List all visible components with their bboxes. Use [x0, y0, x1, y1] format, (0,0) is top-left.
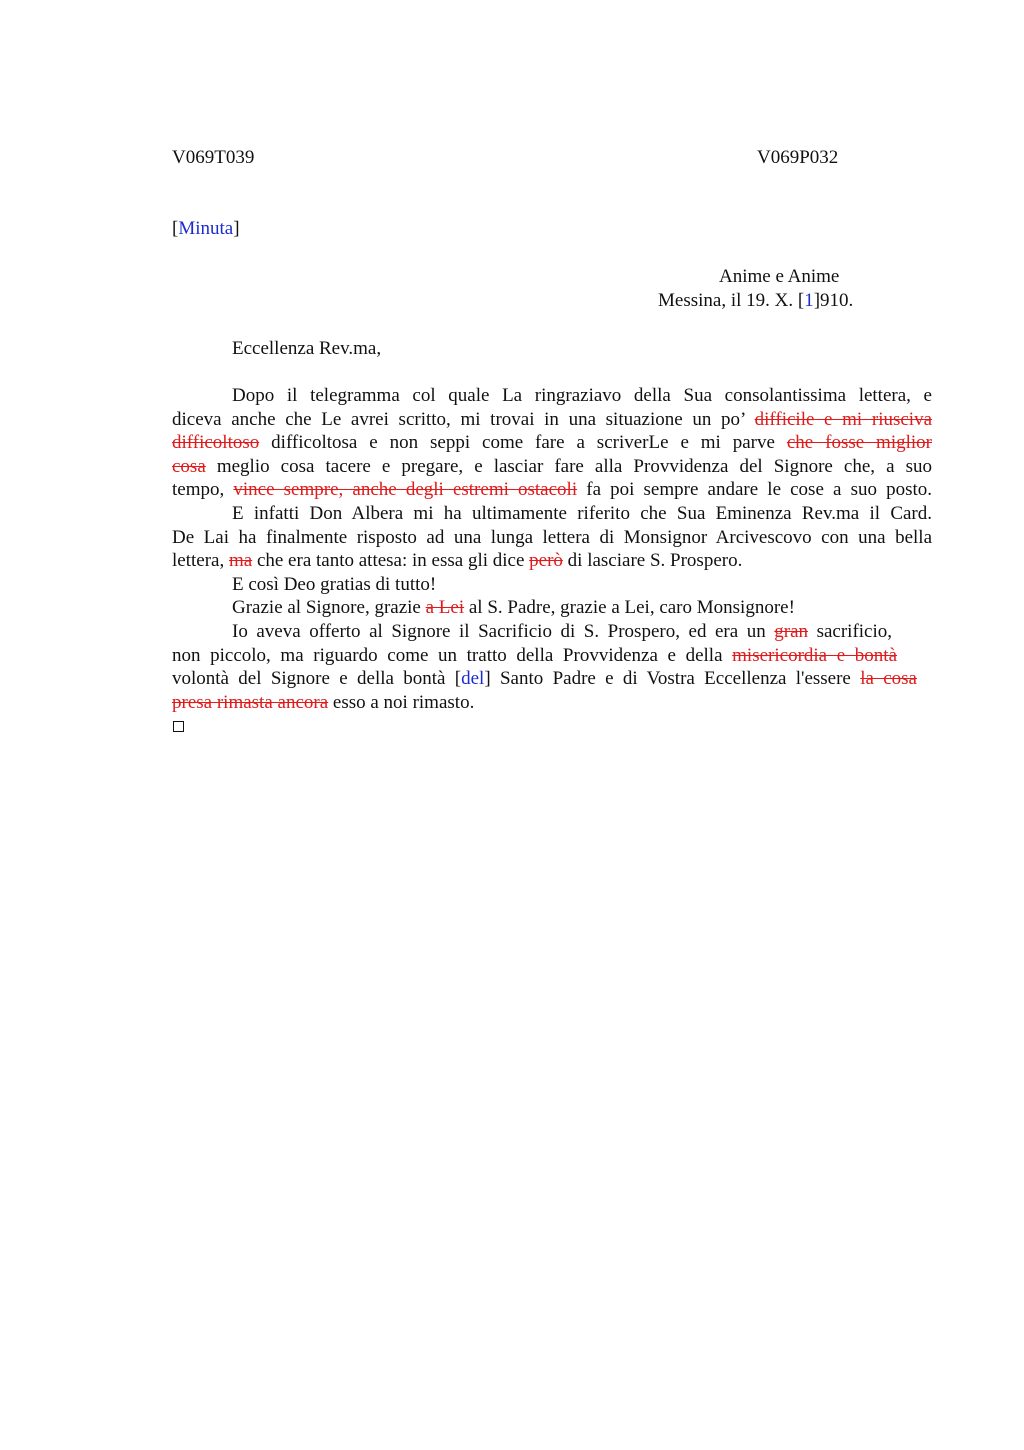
deleted-text: presa rimasta ancora	[172, 691, 329, 713]
letter-body	[172, 384, 932, 714]
body-line: E così Deo gratias di tutto!	[232, 573, 437, 595]
document-code-right: V069P032	[757, 147, 839, 168]
deleted-text: vince sempre, anche degli estremi ostacoli	[233, 479, 578, 501]
deleted-text: ma	[228, 550, 253, 572]
body-line: De Lai ha finalmente risposto ad una lunga lettera di Monsignor Arcivescovo con una bella	[172, 526, 932, 548]
date-line	[658, 290, 853, 312]
body-line: lettera, ma che era tanto attesa: in essa gli dice però di lasciare S. Prospero.	[172, 550, 743, 572]
body-line: Dopo il telegramma col quale La ringraziavo della Sua consolantissima lettera, e	[232, 385, 932, 406]
deleted-text: cosa	[172, 455, 206, 477]
deleted-text: la cosa	[860, 668, 917, 690]
body-line: volontà del Signore e della bontà [del] Santo Padre e di Vostra Eccellenza l'essere la cosa	[172, 668, 917, 690]
date-suffix: ]910.	[813, 290, 854, 311]
deleted-text: però	[529, 550, 563, 572]
deleted-text: difficoltoso	[172, 432, 260, 454]
salutation: Eccellenza Rev.ma,	[232, 338, 382, 359]
inserted-text: del	[461, 668, 485, 690]
body-line: E infatti Don Albera mi ha ultimamente riferito che Sua Eminenza Rev.ma il Card.	[232, 502, 932, 524]
body-line: cosa meglio cosa tacere e pregare, e lasciar fare alla Provvidenza del Signore che, a suo	[172, 455, 933, 477]
deleted-text: a Lei	[425, 597, 465, 619]
end-mark-box-icon	[173, 721, 184, 732]
bracket-close: ]	[233, 218, 240, 239]
body-line: difficoltoso difficoltosa e non seppi come fare a scriverLe e mi parve che fosse miglior	[172, 432, 933, 454]
deleted-text: che fosse miglior	[786, 432, 933, 454]
deleted-text: difficile e mi riusciva	[754, 408, 933, 430]
deleted-text: gran	[774, 620, 809, 642]
minuta-note	[172, 218, 240, 240]
body-line: Grazie al Signore, grazie a Lei al S. Padre, grazie a Lei, caro Monsignore!	[232, 597, 795, 619]
place-line: Anime e Anime	[719, 266, 840, 287]
deleted-text: misericordia e bontà	[732, 644, 898, 666]
bracket-open: [	[172, 218, 179, 239]
body-line: tempo, vince sempre, anche degli estremi ostacoli fa poi sempre andare le cose a suo posto.	[172, 479, 933, 501]
body-line: presa rimasta ancora esso a noi rimasto.	[172, 691, 475, 713]
body-line: Io aveva offerto al Signore il Sacrificio di S. Prospero, ed era un gran sacrificio,	[232, 620, 893, 642]
date-insert: 1	[804, 290, 814, 311]
minuta-label: Minuta	[178, 218, 234, 239]
body-line: diceva anche che Le avrei scritto, mi trovai in una situazione un po’ difficile e mi riusciva	[172, 408, 933, 430]
date-prefix: Messina, il 19. X. [	[658, 290, 805, 311]
body-line: non piccolo, ma riguardo come un tratto della Provvidenza e della misericordia e bontà	[172, 644, 898, 666]
document-code-left: V069T039	[172, 147, 255, 168]
